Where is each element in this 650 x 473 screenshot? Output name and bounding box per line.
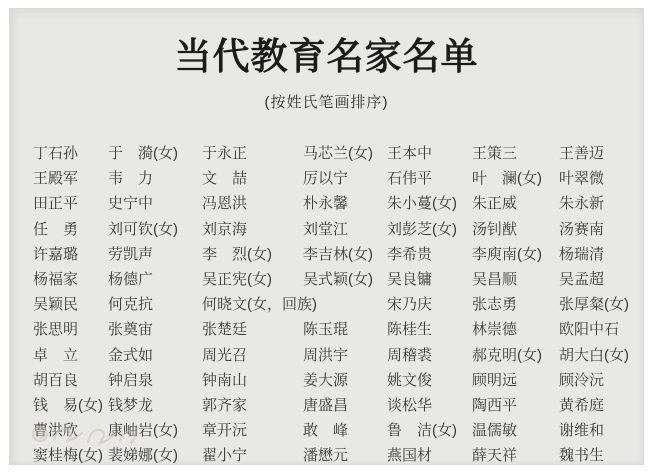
name-cell: 陈桂生: [387, 321, 433, 339]
name-cell: 王殿军: [33, 170, 79, 188]
name-cell: 朱正威: [472, 195, 518, 213]
name-cell: 张厚粲(女): [559, 296, 629, 314]
name-cell: 吴昌顺: [472, 270, 518, 288]
name-cell: 史宁中: [108, 195, 154, 213]
name-row: [33, 443, 639, 468]
name-cell: 胡百良: [33, 371, 79, 389]
name-cell: 于 漪(女): [108, 145, 178, 162]
name-cell: 宋乃庆: [387, 296, 433, 314]
name-cell: 林崇德: [472, 321, 518, 339]
name-cell: 田正平: [33, 195, 79, 213]
name-cell: 刘堂江: [303, 220, 349, 238]
name-cell: 金式如: [108, 346, 154, 364]
name-cell: 冯恩洪: [202, 195, 248, 213]
name-row: [33, 343, 639, 368]
name-cell: 何克抗: [108, 296, 154, 314]
name-cell: 温儒敏: [472, 422, 518, 440]
name-cell: 吴式颖(女): [303, 270, 373, 288]
name-cell: 唐盛昌: [303, 396, 349, 414]
name-cell: 曹洪欣: [33, 422, 79, 440]
name-row: [33, 242, 639, 267]
name-row: [33, 141, 639, 166]
name-cell: 谢维和: [559, 422, 605, 440]
name-cell: 谈松华: [387, 396, 433, 414]
name-cell: 朴永馨: [303, 195, 349, 213]
name-cell: 刘彭芝(女): [387, 220, 457, 238]
name-cell: 刘京海: [202, 220, 248, 238]
name-cell: 王善迈: [559, 145, 605, 162]
name-row: [33, 393, 639, 418]
name-cell: 杨福家: [33, 270, 79, 288]
name-cell: 燕国材: [387, 447, 433, 465]
page-subtitle: (按姓氏笔画排序): [264, 93, 389, 111]
name-cell: 章开沅: [202, 422, 248, 440]
name-row: [33, 191, 639, 216]
name-cell: 钱 易(女): [33, 396, 103, 414]
name-cell: 王本中: [387, 145, 433, 162]
name-cell: 吴孟超: [559, 270, 605, 288]
name-row: [33, 267, 639, 292]
name-cell: 汤赛南: [559, 220, 605, 238]
document-header: [10, 37, 643, 112]
name-cell: 吴良镛: [387, 270, 433, 288]
name-cell: 朱小蔓(女): [387, 195, 457, 213]
name-cell: 魏书生: [559, 447, 605, 465]
name-cell: 陶西平: [472, 396, 518, 414]
name-cell: 王策三: [472, 145, 518, 162]
name-cell: 姜大源: [303, 371, 349, 389]
name-cell: 卓 立: [33, 346, 79, 364]
name-cell: 李吉林(女): [303, 245, 373, 263]
name-cell: 文 喆: [202, 170, 248, 188]
name-cell: 钟南山: [202, 371, 248, 389]
name-row: [33, 217, 639, 242]
name-cell: 李庾南(女): [472, 245, 542, 263]
name-cell: 叶翠微: [559, 170, 605, 188]
name-cell: 潘懋元: [303, 447, 349, 465]
name-cell: 吴颖民: [33, 296, 79, 314]
name-cell: 刘可钦(女): [108, 220, 178, 238]
name-cell: 张志勇: [472, 296, 518, 314]
name-cell: 康岫岩(女): [108, 422, 178, 440]
name-row: [33, 292, 639, 317]
name-cell: 黄希庭: [559, 396, 605, 414]
name-cell: 吴正宪(女): [202, 270, 272, 288]
names-grid: [33, 141, 639, 468]
name-cell: 翟小宁: [202, 447, 248, 465]
name-cell: 汤钊猷: [472, 220, 518, 238]
name-cell: 张思明: [33, 321, 79, 339]
name-cell: 任 勇: [33, 220, 79, 238]
name-cell: 胡大白(女): [559, 346, 629, 364]
name-cell: 顾明远: [472, 371, 518, 389]
name-cell: 劳凯声: [108, 245, 154, 263]
name-cell: 窦桂梅(女): [33, 447, 103, 465]
name-cell: 张奠宙: [108, 321, 154, 339]
name-cell: 许嘉璐: [33, 245, 79, 263]
name-cell: 杨德广: [108, 270, 154, 288]
name-cell: 敢 峰: [303, 422, 349, 440]
name-cell: 厉以宁: [303, 170, 349, 188]
name-cell: 韦 力: [108, 170, 154, 188]
name-row: [33, 166, 639, 191]
name-cell: 欧阳中石: [559, 321, 620, 339]
name-row: [33, 368, 639, 393]
name-cell: 于永正: [202, 145, 248, 162]
name-cell: 周光召: [202, 346, 248, 364]
name-cell: 李希贵: [387, 245, 433, 263]
name-cell: 杨瑞清: [559, 245, 605, 263]
name-cell: 鲁 洁(女): [387, 422, 457, 440]
page-title: 当代教育名家名单: [174, 36, 479, 77]
name-cell: 周稽裘: [387, 346, 433, 364]
name-cell: 薛天祥: [472, 447, 518, 465]
name-cell: 裴娣娜(女): [108, 447, 178, 465]
name-row: [33, 317, 639, 342]
name-row: [33, 418, 639, 443]
name-cell: 钟启泉: [108, 371, 154, 389]
name-cell: 周洪宇: [303, 346, 349, 364]
name-cell: 郭齐家: [202, 396, 248, 414]
name-cell: 顾泠沅: [559, 371, 605, 389]
name-cell: 朱永新: [559, 195, 605, 213]
name-cell: 陈玉琨: [303, 321, 349, 339]
name-cell: 张楚廷: [202, 321, 248, 339]
name-cell: 姚文俊: [387, 371, 433, 389]
name-cell: 叶 澜(女): [472, 170, 542, 188]
name-cell: 何晓文(女，回族): [202, 296, 317, 314]
document-panel: [9, 8, 644, 465]
name-cell: 郝克明(女): [472, 346, 542, 364]
name-cell: 马芯兰(女): [303, 145, 373, 162]
name-cell: 石伟平: [387, 170, 433, 188]
name-cell: 李 烈(女): [202, 245, 272, 263]
name-cell: 丁石孙: [33, 145, 79, 162]
name-cell: 钱梦龙: [108, 396, 154, 414]
